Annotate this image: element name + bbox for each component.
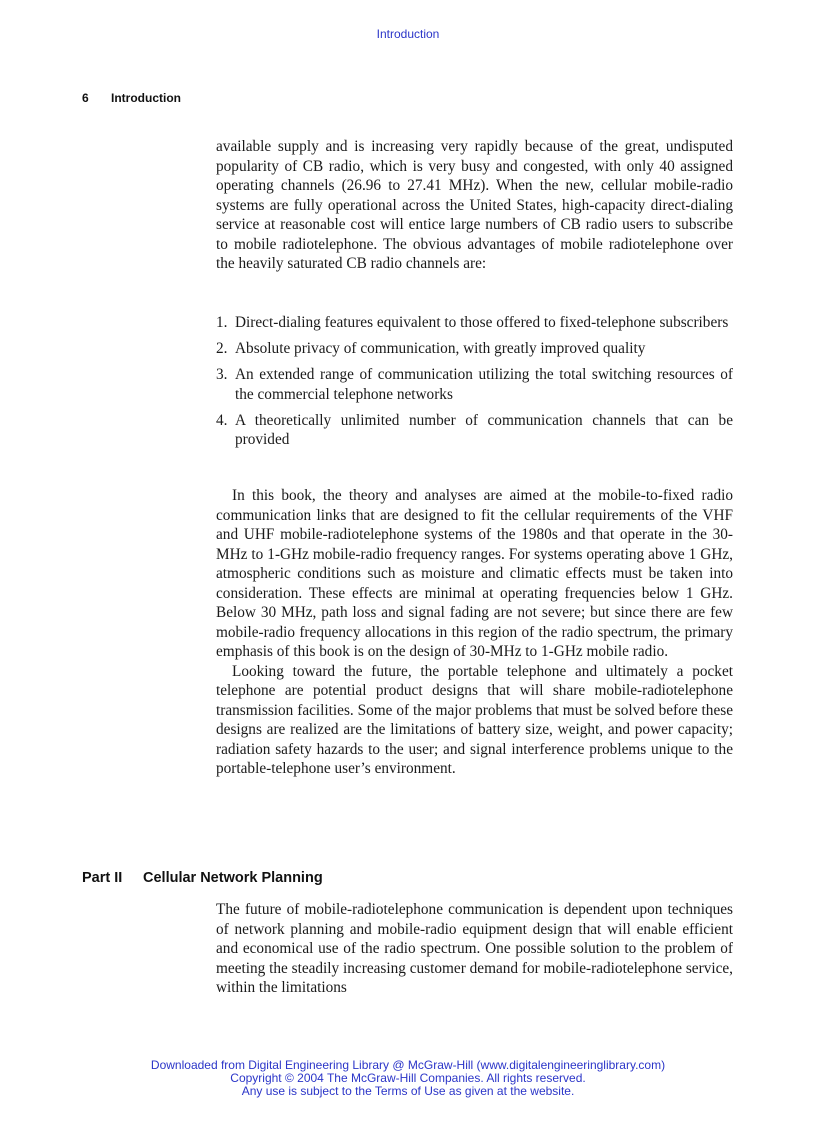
footer-terms-line[interactable]: Any use is subject to the Terms of Use as given at the website. — [241, 1084, 575, 1098]
list-item-number: 4. — [216, 411, 228, 429]
part-title: Cellular Network Planning — [143, 870, 323, 886]
top-introduction-link[interactable]: Introduction — [376, 27, 440, 41]
list-item-text: Absolute privacy of communication, with greatly improved quality — [235, 340, 646, 357]
body-block-2 — [216, 486, 733, 779]
part-heading — [82, 870, 323, 886]
list-item-number: 2. — [216, 340, 228, 357]
running-title: Introduction — [111, 91, 181, 105]
list-item-number: 3. — [216, 366, 228, 383]
body-block-1 — [216, 137, 733, 274]
body-block-3 — [216, 900, 733, 998]
footer-copyright[interactable] — [0, 1059, 816, 1098]
advantages-list — [216, 313, 733, 456]
page-number: 6 — [82, 91, 89, 105]
list-item-number: 1. — [216, 314, 228, 331]
list-item-text: A theoretically unlimited number of communication channels that can be provided — [235, 411, 733, 448]
list-item — [216, 339, 733, 359]
list-item — [216, 365, 733, 404]
footer-download-line[interactable]: Downloaded from Digital Engineering Library @ McGraw-Hill (www.digitalengineeringlibrary.com) — [150, 1058, 666, 1072]
list-item — [216, 313, 733, 333]
footer-copyright-line[interactable]: Copyright © 2004 The McGraw-Hill Companies. All rights reserved. — [230, 1071, 586, 1085]
running-head — [82, 91, 181, 105]
paragraph-portable-telephone: Looking toward the future, the portable telephone and ultimately a pocket telephone are potential product designs that will share mobile-radiotelephone transmission facilities. Some of the major problems that must be solved before these designs are realized are the limitations of battery size, weight, and power capacity; radiation safety hazards to the user; and signal interference problems unique to the portable-telephone user’s environment. — [216, 662, 733, 777]
paragraph-network-planning: The future of mobile-radiotelephone communication is dependent upon techniques of network planning and mobile-radio equipment design that will enable efficient and economical use of the radio spectrum. One possible solution to the problem of meeting the steadily increasing customer demand for mobile-radiotelephone service, within the limitations — [216, 901, 733, 996]
paragraph-book-scope: In this book, the theory and analyses are aimed at the mobile-to-fixed radio communication links that are designed to fit the cellular requirements of the VHF and UHF mobile-radiotelephone systems of the 1980s and that operate in the 30-MHz to 1-GHz mobile-radio frequency ranges. For systems operating above 1 GHz, atmospheric conditions such as moisture and climatic effects must be taken into consideration. These effects are minimal at operating frequencies below 1 GHz. Below 30 MHz, path loss and signal fading are not severe; but since there are few mobile-radio frequency allocations in this region of the radio spectrum, the primary emphasis of this book is on the design of 30-MHz to 1-GHz mobile radio. — [216, 487, 733, 660]
part-label: Part II — [82, 870, 123, 886]
list-item — [216, 411, 733, 450]
paragraph-cb-radio: available supply and is increasing very rapidly because of the great, undisputed popularity of CB radio, which is very busy and congested, with only 40 assigned operating channels (26.96 to 27.41 MHz). When the new, cellular mobile-radio systems are fully operational across the United States, high-capacity direct-dialing service at reasonable cost will entice large numbers of CB radio users to subscribe to mobile radiotelephone. The obvious advantages of mobile radiotelephone over the heavily saturated CB radio channels are: — [216, 138, 733, 272]
list-item-text: An extended range of communication utilizing the total switching resources of the commercial telephone networks — [235, 366, 733, 403]
list-item-text: Direct-dialing features equivalent to those offered to fixed-telephone subscribers — [235, 314, 729, 331]
